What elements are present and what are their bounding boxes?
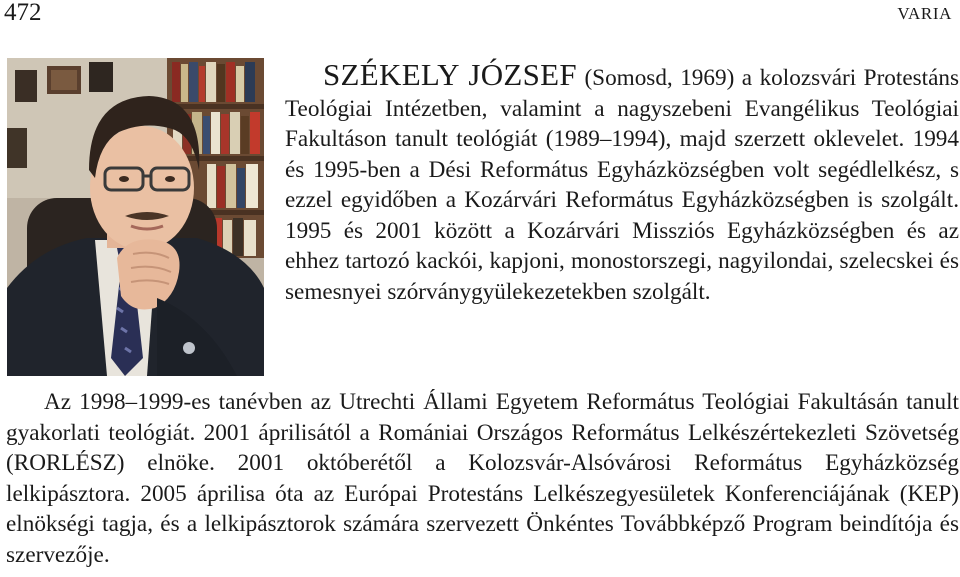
section-label: VARIA bbox=[897, 4, 952, 23]
author-portrait bbox=[7, 58, 264, 376]
biography-paragraph-2: Az 1998–1999-es tanévben az Utrechti Állami Egyetem Református Teológiai Fakultásán tanult gyakorlati teológiát. 2001 áprilisától a Romániai Országos Református Lelkészértekezleti Szövetség (RORLÉSZ) elnöke. 2001 októberétől a Kolozsvár-Alsóvárosi Református Egyházközség lelkipásztora. 2005 áprilisa óta az Európai Protestáns Lelkészegyesületek Konferenciájának (KEP) elnökségi tagja, és a lelkipásztorok számára szervezett Önkéntes Továbbképző Program beindítója és szervezője. bbox=[6, 389, 959, 568]
author-name: SZÉKELY JÓZSEF bbox=[323, 57, 577, 92]
biography-paragraph-1-text: (Somosd, 1969) a kolozsvári Protestáns Teológiai Intézetben, valamint a nagyszebeni Evangélikus Teológiai Fakultáson tanult teológiát (1989–1994), majd szerzett oklevelet. 1994 és 1995-ben a Dési Református Egyházközségben volt segédlelkész, s ezzel egyidőben a Kozárvári Református Egyházközségben is szolgált. 1995 és 2001 között a Kozárvári Missziós Egyházközségben és az ehhez tartozó kackói, kapjoni, monostorszegi, nagyilondai, szelecskei és semesnyei szórványgyülekezetekben szolgált. bbox=[285, 65, 959, 305]
page-number: 472 bbox=[4, 0, 42, 26]
biography-paragraph-1 bbox=[285, 57, 959, 307]
portrait-photo-icon bbox=[7, 58, 264, 376]
